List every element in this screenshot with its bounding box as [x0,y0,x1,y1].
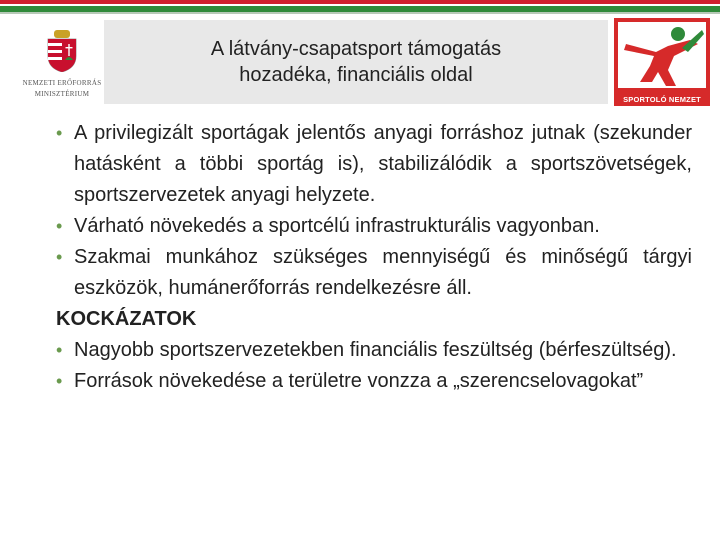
bullet-item [56,211,692,242]
title-line-2: hozadéka, financiális oldal [239,64,473,86]
bullet-item [56,366,692,397]
bullet-icon: • [56,123,63,143]
bullet-text: Szakmai munkához szükséges mennyiségű és minőségű tárgyi eszközök, humánerőforrás rendelkezésre áll. [74,246,692,299]
slide-title [211,36,501,88]
bullet-icon: • [56,247,63,267]
coat-of-arms-icon [44,30,80,72]
bullet-text: Várható növekedés a sportcélú infrastrukturális vagyonban. [74,215,600,237]
bullet-text: Nagyobb sportszervezetekben financiális feszültség (bérfeszültség). [74,339,677,361]
bullet-text: Források növekedése a területre vonzza a „szerencselovagokat” [74,370,644,392]
bullet-icon: • [56,371,63,391]
ministry-name-line1: NEMZETI ERŐFORRÁS [22,79,102,87]
title-line-1: A látvány-csapatsport támogatás [210,38,502,60]
bullet-item [56,118,692,211]
bullet-icon: • [56,340,63,360]
bullet-item [56,335,692,366]
slide-title-box [104,20,608,104]
top-flag-stripe [0,0,720,14]
slide-body [56,118,692,397]
athlete-figure-icon [618,22,706,88]
sportolo-nemzet-logo [614,18,710,106]
bullet-item [56,242,692,304]
bullet-text: A privilegizált sportágak jelentős anyagi forráshoz jutnak (szekunder hatásként a többi sportág is), stabilizálódik a sportszövetségek, sportszervezetek anyagi helyzete. [74,122,692,206]
ministry-name-line2: MINISZTÉRIUM [34,90,90,98]
brand-label: SPORTOLÓ NEMZET [623,95,701,104]
risks-heading: KOCKÁZATOK [56,308,197,330]
ministry-logo [12,30,112,100]
bullet-icon: • [56,216,63,236]
